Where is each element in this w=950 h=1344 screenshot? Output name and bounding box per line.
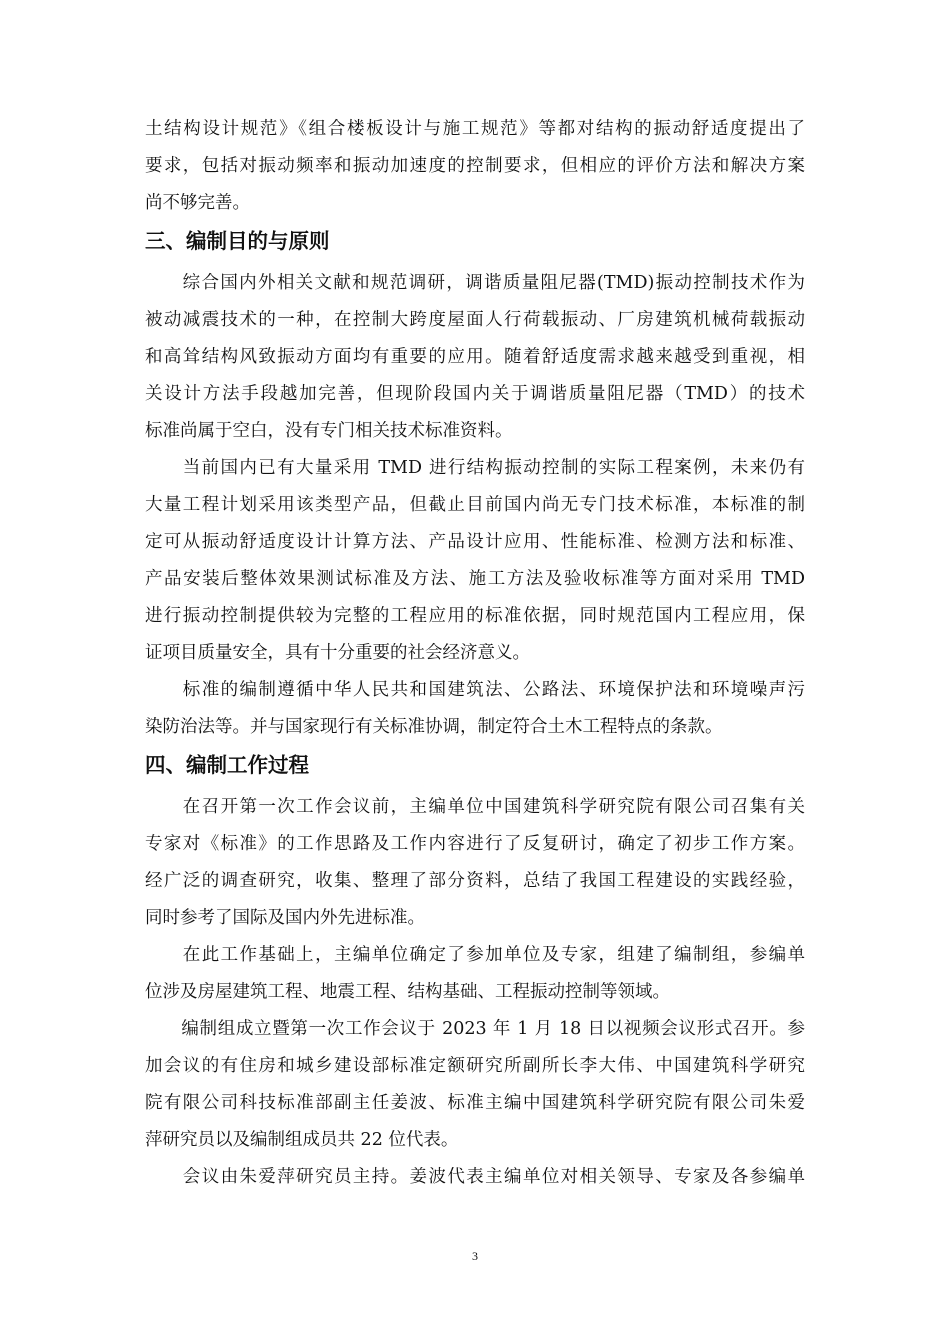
body-text-line: 尚不够完善。 [145,193,250,213]
body-text-line: 土结构设计规范》《组合楼板设计与施工规范》等都对结构的振动舒适度提出了 [145,119,805,139]
body-text-line: 关设计方法手段越加完善，但现阶段国内关于调谐质量阻尼器（TMD）的技术 [145,384,805,404]
body-text-line: 标准尚属于空白，没有专门相关技术标准资料。 [145,421,513,441]
body-text-line: 院有限公司科技标准部副主任姜波、标准主编中国建筑科学研究院有限公司朱爱 [145,1093,805,1113]
body-text-line: 当前国内已有大量采用 TMD 进行结构振动控制的实际工程案例，未来仍有 [145,458,805,478]
body-text-line: 经广泛的调查研究，收集、整理了部分资料，总结了我国工程建设的实践经验， [145,871,805,891]
body-text-line: 染防治法等。并与国家现行有关标准协调，制定符合土木工程特点的条款。 [145,717,723,737]
section-heading: 三、编制目的与原则 [145,229,330,253]
section-heading: 四、编制工作过程 [145,753,309,777]
body-text-line: 会议由朱爱萍研究员主持。姜波代表主编单位对相关领导、专家及各参编单 [145,1167,805,1187]
body-text-line: 证项目质量安全，具有十分重要的社会经济意义。 [145,643,530,663]
body-text-line: 在此工作基础上，主编单位确定了参加单位及专家，组建了编制组，参编单 [145,945,805,965]
body-text-line: 同时参考了国际及国内外先进标准。 [145,908,425,928]
body-text-line: 和高耸结构风致振动方面均有重要的应用。随着舒适度需求越来越受到重视，相 [145,347,805,367]
body-text-line: 萍研究员以及编制组成员共 22 位代表。 [145,1130,459,1150]
body-text-line: 定可从振动舒适度设计计算方法、产品设计应用、性能标准、检测方法和标准、 [145,532,805,552]
body-text-line: 编制组成立暨第一次工作会议于 2023 年 1 月 18 日以视频会议形式召开。参 [145,1019,805,1039]
body-text-line: 产品安装后整体效果测试标准及方法、施工方法及验收标准等方面对采用 TMD [145,569,805,589]
body-text-line: 综合国内外相关文献和规范调研，调谐质量阻尼器(TMD)振动控制技术作为 [145,273,805,293]
body-text-line: 加会议的有住房和城乡建设部标准定额研究所副所长李大伟、中国建筑科学研究 [145,1056,805,1076]
body-text-line: 专家对《标准》的工作思路及工作内容进行了反复研讨，确定了初步工作方案。 [145,834,805,854]
body-text-line: 进行振动控制提供较为完整的工程应用的标准依据，同时规范国内工程应用，保 [145,606,805,626]
page-number: 3 [472,1249,478,1263]
body-text-line: 位涉及房屋建筑工程、地震工程、结构基础、工程振动控制等领域。 [145,982,670,1002]
body-text-line: 被动减震技术的一种，在控制大跨度屋面人行荷载振动、厂房建筑机械荷载振动 [145,310,805,330]
body-text-line: 在召开第一次工作会议前，主编单位中国建筑科学研究院有限公司召集有关 [145,797,805,817]
body-text-line: 标准的编制遵循中华人民共和国建筑法、公路法、环境保护法和环境噪声污 [145,680,805,700]
body-text-line: 要求，包括对振动频率和振动加速度的控制要求，但相应的评价方法和解决方案 [145,156,805,176]
body-text-line: 大量工程计划采用该类型产品，但截止目前国内尚无专门技术标准，本标准的制 [145,495,805,515]
